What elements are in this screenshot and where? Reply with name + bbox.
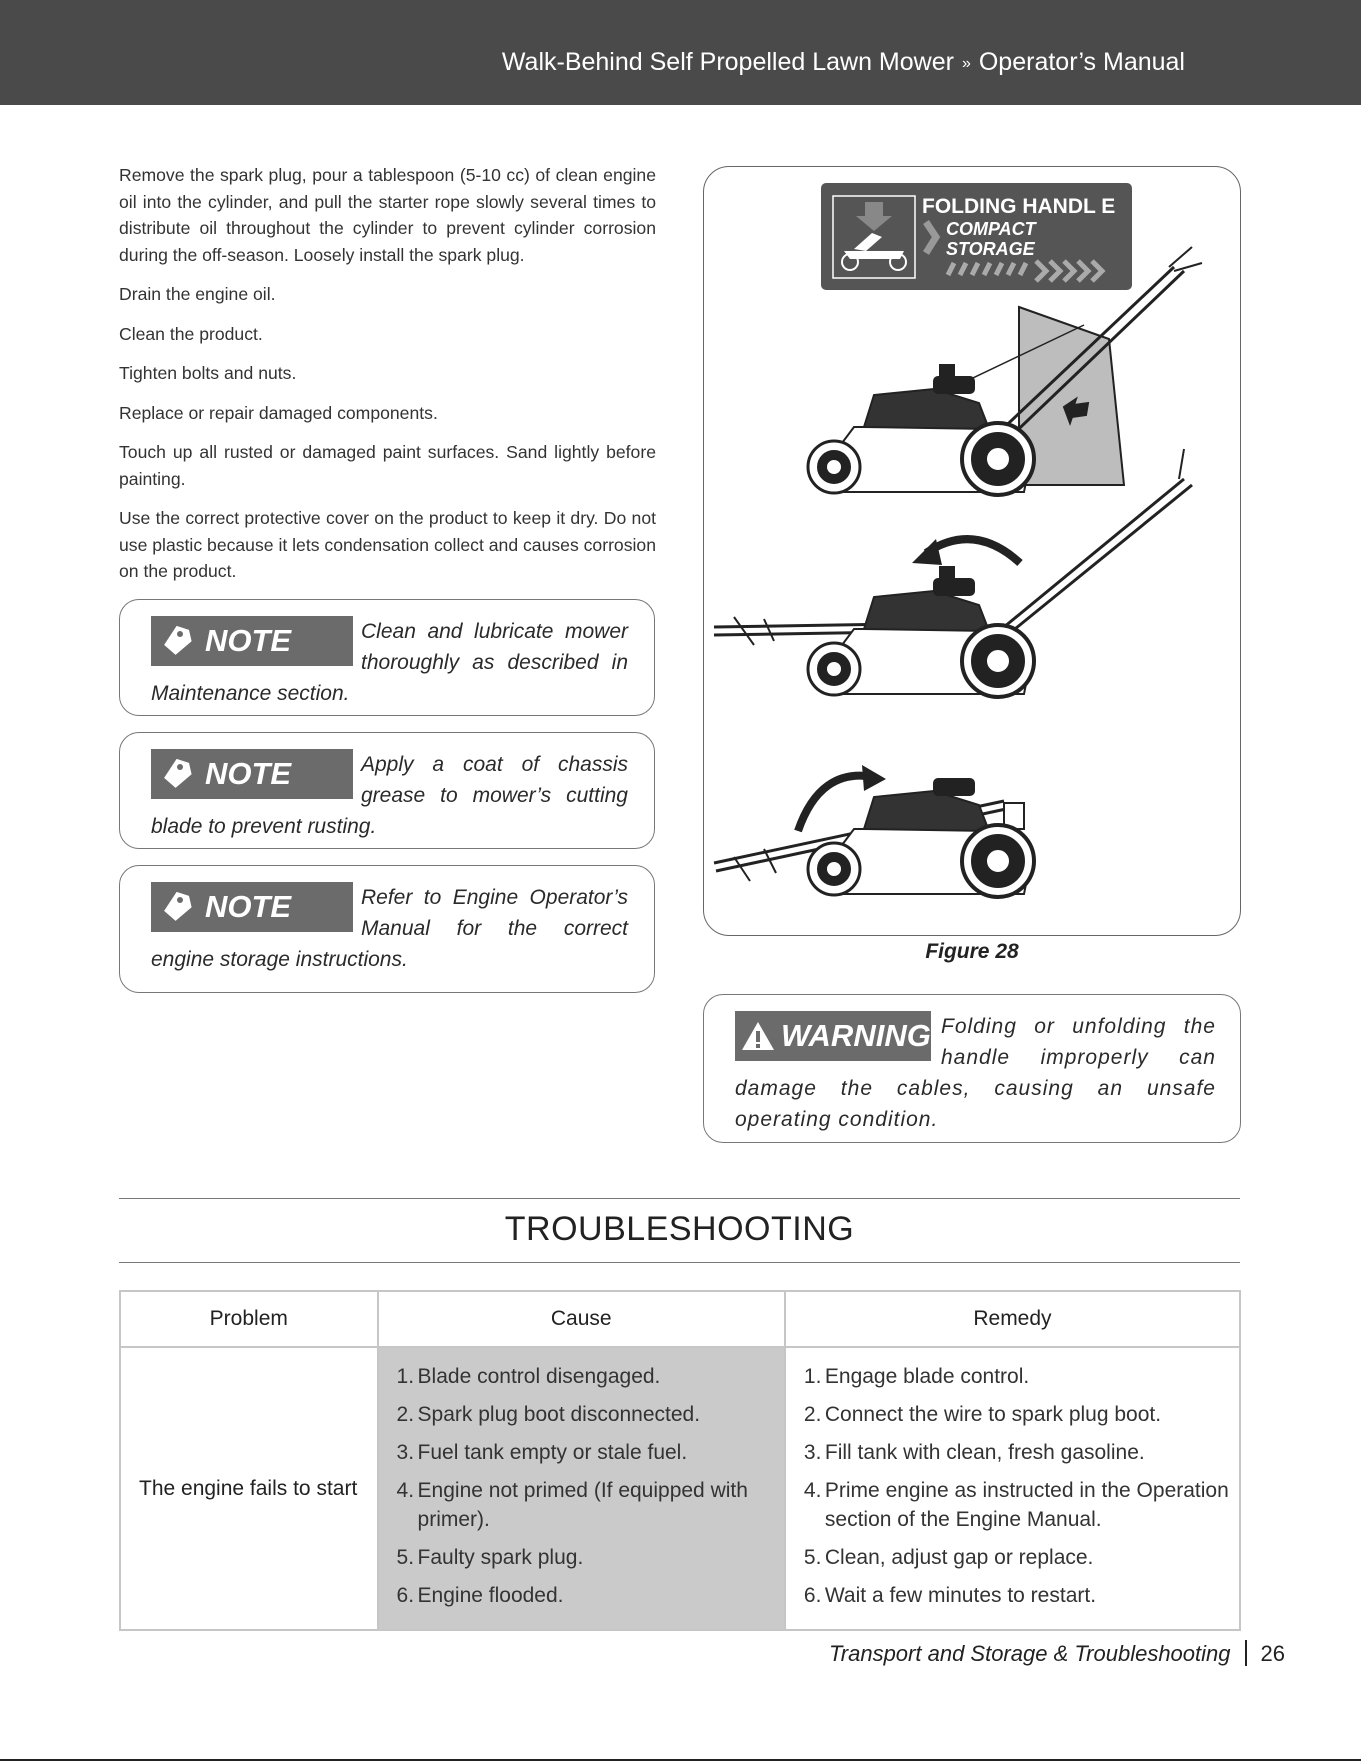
storage-step: Drain the engine oil.: [119, 284, 276, 304]
section-rule-bottom: [119, 1262, 1240, 1263]
page-footer: [829, 1640, 1285, 1667]
manual-subtitle: Operator’s Manual: [978, 48, 1185, 76]
list-item: 5. Faulty spark plug.: [396, 1546, 584, 1569]
list-item: 3. Fuel tank empty or stale fuel.: [396, 1441, 688, 1464]
svg-text:STORAGE: STORAGE: [946, 239, 1035, 259]
svg-text:FOLDING HANDL E: FOLDING HANDL E: [922, 195, 1116, 218]
note-label-text: NOTE: [205, 623, 292, 658]
mower-illustration: [704, 167, 1240, 935]
problem-cell: The engine fails to start: [120, 1347, 378, 1630]
list-item: 5. Clean, adjust gap or replace.: [803, 1546, 1094, 1569]
page-header: [0, 0, 1361, 105]
note-label: [151, 882, 353, 932]
list-item: 1. Blade control disengaged.: [396, 1365, 661, 1388]
list-item: 2. Spark plug boot disconnected.: [396, 1403, 701, 1426]
page-number: 26: [1260, 1641, 1285, 1666]
svg-text:COMPACT: COMPACT: [946, 219, 1036, 239]
mower-compact-storage: [714, 779, 1034, 897]
column-header: Problem: [120, 1291, 378, 1347]
footer-section-name: Transport and Storage & Troubleshooting: [828, 1641, 1231, 1666]
list-item: 4. Engine not primed (If equipped with primer).: [396, 1479, 748, 1531]
list-item: 2. Connect the wire to spark plug boot.: [803, 1403, 1162, 1426]
section-title: TROUBLESHOOTING: [504, 1210, 855, 1248]
troubleshooting-table: [119, 1290, 1241, 1631]
note-box: [119, 599, 655, 716]
section-rule-top: [119, 1198, 1240, 1199]
warning-text: Folding or unfolding the handle improperly can damage the cables, causing an unsafe operating condition.: [735, 1015, 1216, 1131]
rotate-arrow-icon: [798, 776, 874, 831]
note-label: [151, 749, 353, 799]
remedy-cell: [785, 1347, 1240, 1630]
note-label-text: NOTE: [205, 889, 292, 924]
storage-step: Use the correct protective cover on the product to keep it dry. Do not use plastic because it lets condensation collect and causes corrosion on the product.: [119, 508, 656, 581]
warning-triangle-icon: [735, 1021, 781, 1051]
breadcrumb-separator: »: [961, 55, 971, 72]
note-box: [119, 865, 655, 993]
note-text: Clean and lubricate mower thoroughly as described in Maintenance section.: [151, 620, 628, 705]
column-header: Cause: [378, 1291, 785, 1347]
note-text: Refer to Engine Operator’s Manual for the correct engine storage instructions.: [151, 886, 628, 971]
list-item: 3. Fill tank with clean, fresh gasoline.: [803, 1441, 1145, 1464]
warning-label: [735, 1011, 931, 1061]
list-item: 1. Engage blade control.: [803, 1365, 1030, 1388]
note-box: [119, 732, 655, 849]
note-text: Apply a coat of chassis grease to mower’s cutting blade to prevent rusting.: [151, 753, 628, 838]
footer-divider: [1245, 1640, 1247, 1666]
storage-step: Replace or repair damaged components.: [119, 402, 438, 423]
storage-step: Remove the spark plug, pour a tablespoon (5-10 cc) of clean engine oil into the cylinder, and pull the starter rope slowly several times to distribute oil throughout the cylinder to prevent cylinder corrosion during the off-season. Loosely install the spark plug.: [119, 165, 656, 265]
figure-caption: Figure 28: [925, 940, 1019, 963]
manual-title: Walk-Behind Self Propelled Lawn Mower: [501, 48, 954, 76]
tag-icon: [151, 749, 205, 799]
list-item: 4. Prime engine as instructed in the Operation section of the Engine Manual.: [803, 1479, 1229, 1531]
storage-step: Tighten bolts and nuts.: [119, 363, 297, 383]
storage-instructions: [119, 162, 656, 598]
note-label-text: NOTE: [205, 756, 292, 791]
list-item: 6. Wait a few minutes to restart.: [803, 1584, 1097, 1607]
table-row: [120, 1347, 1240, 1630]
cause-cell: [378, 1347, 785, 1630]
folding-handle-figure: [703, 166, 1241, 936]
note-label: [151, 616, 353, 666]
header-title-line: [502, 48, 1185, 77]
folding-handle-sticker: [821, 183, 1132, 290]
tag-icon: [151, 882, 205, 932]
table-header-row: [120, 1291, 1240, 1347]
column-header: Remedy: [785, 1291, 1240, 1347]
storage-step: Clean the product.: [119, 323, 263, 344]
storage-step: Touch up all rusted or damaged paint surfaces. Sand lightly before painting.: [119, 442, 656, 489]
warning-label-text: WARNING: [781, 1018, 931, 1053]
tag-icon: [151, 616, 205, 666]
list-item: 6. Engine flooded.: [396, 1584, 564, 1607]
warning-box: [703, 994, 1241, 1143]
